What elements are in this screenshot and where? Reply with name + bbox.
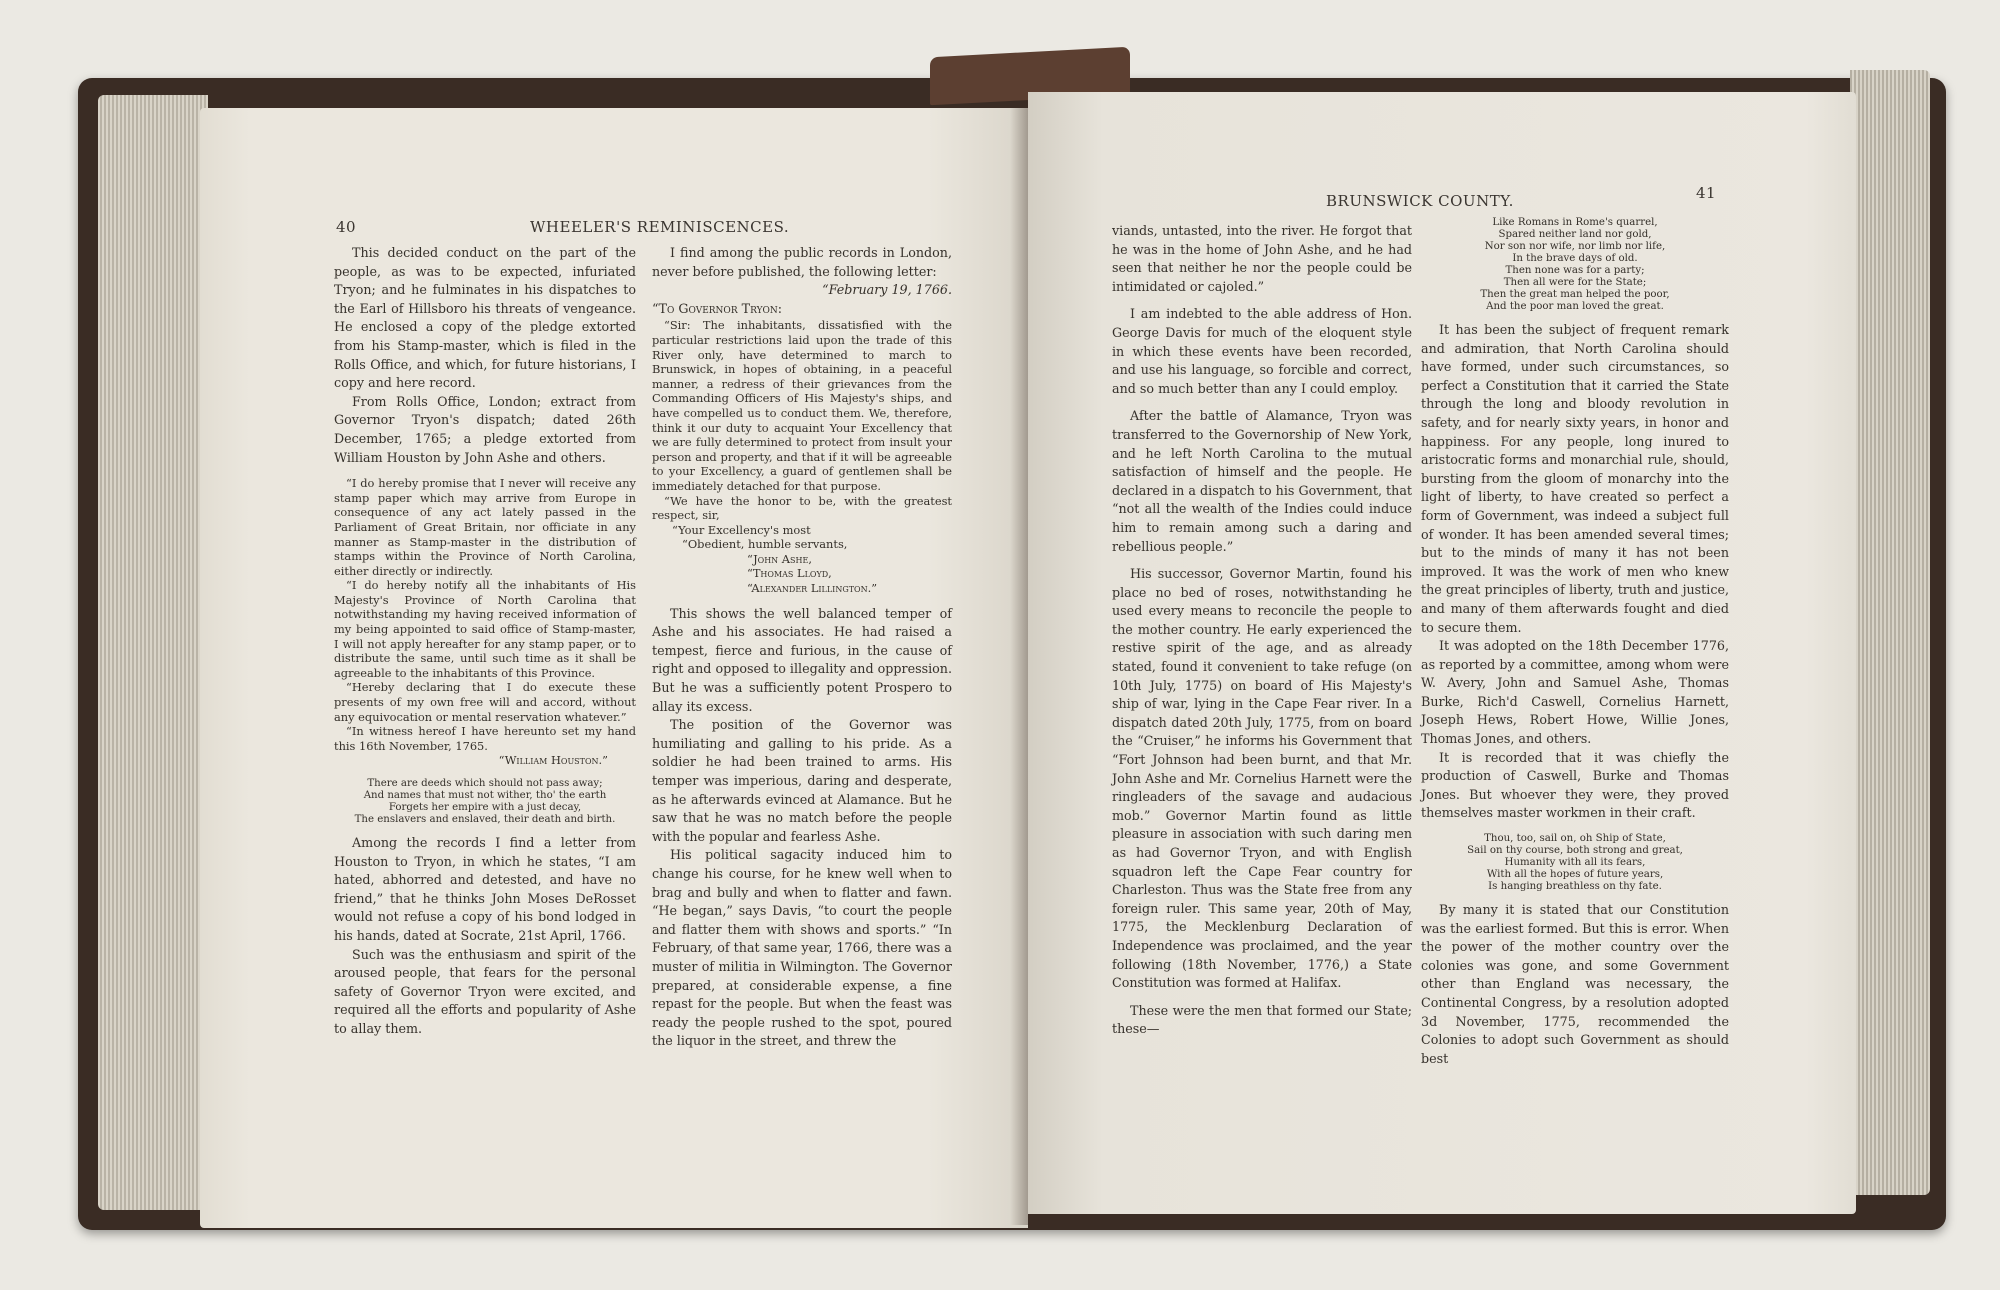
verse-line: Sail on thy course, both strong and great, <box>1467 845 1683 857</box>
paragraph: Such was the enthusiasm and spirit of the aroused people, that fears for the personal safety of Governor Tryon were excited, and required all the efforts and popularity of Ashe to allay them. <box>334 946 636 1036</box>
signature: “William Houston.” <box>498 753 608 768</box>
verse-line: With all the hopes of future years, <box>1486 869 1664 881</box>
pledge-paragraph: “I do hereby notify all the inhabitants of His Majesty's Province of North Carolina that notwithstanding my having received information of my being appointed to said office of Stamp-master, I will not apply hereafter for any stamp paper, or to distribute the same, until such time as it shall be agreeable to the inhabitants of this Province. <box>334 578 636 680</box>
paragraph: It was adopted on the 18th December 1776, as reported by a committee, among whom were W. Avery, John and Samuel Ashe, Thomas Burke, Rich'd Caswell, Cornelius Harnett, Joseph Hews, Robert Howe, Willie Jones, Thomas Jones, and others. <box>1421 638 1729 747</box>
verse-line: In the brave days of old. <box>1512 253 1638 264</box>
paragraph: Among the records I find a letter from Houston to Tryon, in which he states, “I am hated, abhorred and detested, and have no friend,” that he thinks John Moses DeRosset would not refuse a copy of his bond lodged in his hands, dated at Socrate, 21st April, 1766. <box>334 835 636 943</box>
verse-line: Then none was for a party; <box>1505 265 1645 276</box>
verse-line: Forgets her empire with a just decay, <box>388 802 582 813</box>
paragraph: I find among the public records in London, never before published, the following letter: <box>652 245 952 279</box>
paragraph: This decided conduct on the part of the people, as was to be expected, infuriated Tryon; and he fulminates in his dispatches to the Earl of Hillsboro his threats of vengeance. He enclosed a copy of the pledge extorted from his Stamp-master, which is filed in the Rolls Office, and which, for future historians, I copy and here record. <box>334 245 636 391</box>
letter-address: “To Governor Tryon: <box>652 300 783 316</box>
verse-line: There are deeds which should not pass away; <box>367 778 603 789</box>
right-page-column-1 <box>1112 222 1412 1039</box>
page-number: 41 <box>1696 184 1717 202</box>
paragraph: I am indebted to the able address of Hon. George Davis for much of the eloquent style in which these events have been recorded, and use his language, so forcible and correct, and so much better than any I could employ. <box>1112 306 1412 396</box>
letter-body: “Sir: The inhabitants, dissatisfied with the particular restrictions laid upon the trade of this River only, have determined to march to Brunswick, in hopes of obtaining, in a peaceful manner, a redress of their grievances from the Commanding Officers of His Majesty's ships, and have compelled us to conduct them. We, therefore, think it our duty to acquaint Your Excellency that we are fully determined to protect from insult your person and property, and that if it will be agreeable to your Excellency, a guard of gentlemen shall be immediately detached for that purpose. <box>652 318 952 493</box>
paragraph: His successor, Governor Martin, found his place no bed of roses, notwithstanding he used every means to reconcile the people to the mother country. He early experienced the restive spirit of the age, and as already stated, found it convenient to take refuge (on 10th July, 1775) on board of His Majesty's ship of war, lying in the Cape Fear river. In a dispatch dated 20th July, 1775, from on board the “Cruiser,” he informs his Government that “Fort Johnson had been burnt, and that Mr. John Ashe and Mr. Cornelius Harnett were the ringleaders of the savage and audacious mob.” Governor Martin found as little pleasure in association with such daring men as had Governor Tryon, and with English squadron left the Cape Fear country for Charleston. Thus was the State free from any foreign ruler. This same year, 20th of May, 1775, the Mecklenburg Declaration of Independence was proclaimed, and the year following (18th November, 1776,) a State Constitution was formed at Halifax. <box>1112 566 1412 991</box>
verse-line: And names that must not wither, tho' the earth <box>363 790 607 801</box>
signature: “Thomas Lloyd, <box>747 566 832 581</box>
paragraph: viands, untasted, into the river. He forgot that he was in the home of John Ashe, and he had seen that neither he nor the people could be intimidated or cajoled.” <box>1112 223 1412 294</box>
paragraph: His political sagacity induced him to change his course, for he knew well when to brag and bully and when to flatter and fawn. “He began,” says Davis, “to court the people and flatter them with shows and sports.” “In February, of that same year, 1766, there was a muster of militia in Wilmington. The Governor prepared, at considerable expense, a fine repast for the people. But when the feast was ready the people rushed to the spot, poured the liquor in the street, and threw the <box>652 847 952 1049</box>
verse-line: Like Romans in Rome's quarrel, <box>1492 217 1658 228</box>
paragraph: It is recorded that it was chiefly the production of Caswell, Burke and Thomas Jones. But whoever they were, they proved themselves master workmen in their craft. <box>1421 749 1729 821</box>
paragraph: It has been the subject of frequent remark and admiration, that North Carolina should have formed, under such circumstances, so perfect a Constitution that it carried the State through the long and bloody revolution in safety, and for nearly sixty years, in honor and happiness. For any people, long inured to aristocratic forms and monarchial rule, should, bursting from the gloom of monarchy into the light of liberty, to have created so perfect a form of Government, was indeed a subject full of wonder. It has been amended several times; but to the minds of many it has not been improved. It was the work of men who knew the great principles of liberty, truth and justice, and many of them afterwards fought and died to secure them. <box>1421 322 1729 635</box>
right-page-column-2 <box>1421 217 1729 1068</box>
paragraph: From Rolls Office, London; extract from Governor Tryon's dispatch; dated 26th December, 1765; a pledge extorted from William Houston by John Ashe and others. <box>334 393 636 465</box>
letter-closing: “We have the honor to be, with the greatest respect, sir, <box>652 493 952 523</box>
letter-closing: “Your Excellency's most <box>672 522 811 537</box>
verse-line: Nor son nor wife, nor limb nor life, <box>1484 241 1666 252</box>
left-page <box>200 108 1028 1228</box>
verse-line: Thou, too, sail on, oh Ship of State, <box>1484 833 1666 845</box>
verse-line: Is hanging breathless on thy fate. <box>1488 881 1662 893</box>
verse-line: Spared neither land nor gold, <box>1498 229 1652 240</box>
verse-line: The enslavers and enslaved, their death and birth. <box>354 814 616 825</box>
left-page-column-1 <box>334 244 636 1039</box>
paragraph: These were the men that formed our State; these— <box>1112 1002 1412 1037</box>
verse <box>1421 217 1729 313</box>
verse <box>334 778 636 826</box>
left-page-edges <box>98 95 208 1210</box>
running-head: BRUNSWICK COUNTY. <box>1326 192 1514 210</box>
letter-closing: “Obedient, humble servants, <box>682 537 848 552</box>
paragraph: After the battle of Alamance, Tryon was transferred to the Governorship of New York, and he left North Carolina to the mutual satisfaction of himself and the people. He declared in a dispatch to his Government, that “not all the wealth of the Indies could induce him to remain among such a daring and rebellious people.” <box>1112 408 1412 554</box>
paragraph: By many it is stated that our Constitution was the earliest formed. But this is error. When the power of the mother country over the colonies was gone, and some Government other than England was necessary, the Continental Congress, by a resolution adopted 3d November, 1775, recommended the Colonies to adopt such Government as should best <box>1421 902 1729 1066</box>
verse-line: Then the great man helped the poor, <box>1480 289 1670 300</box>
verse-line: Humanity with all its fears, <box>1504 857 1646 869</box>
verse-line: And the poor man loved the great. <box>1486 301 1664 312</box>
paragraph: The position of the Governor was humiliating and galling to his pride. As a soldier he had been trained to arms. His temper was imperious, daring and desperate, as he afterwards evinced at Alamance. But he saw that he was no match before the people with the popular and fearless Ashe. <box>652 717 952 844</box>
verse-line: Then all were for the State; <box>1503 277 1647 288</box>
pledge-paragraph: “Hereby declaring that I do execute these presents of my own free will and accord, without any equivocation or mental reservation whatever.” <box>334 680 636 724</box>
page-number: 40 <box>336 218 357 236</box>
signature: “John Ashe, <box>747 551 812 566</box>
right-page-edges <box>1850 70 1930 1195</box>
right-page <box>1028 92 1856 1214</box>
paragraph: This shows the well balanced temper of Ashe and his associates. He had raised a tempest, fierce and furious, in the cause of right and opposed to illegality and oppression. But he was a sufficiently potent Prospero to allay its excess. <box>652 605 952 714</box>
signature: “Alexander Lillington.” <box>747 581 878 596</box>
verse <box>1421 833 1729 893</box>
running-head: WHEELER'S REMINISCENCES. <box>530 218 790 236</box>
left-page-column-2 <box>652 244 952 1051</box>
pledge-paragraph: “I do hereby promise that I never will receive any stamp paper which may arrive from Europe in consequence of any act lately passed in the Parliament of Great Britain, nor officiate in any manner as Stamp-master in the distribution of stamps within the Province of North Carolina, either directly or indirectly. <box>334 476 636 578</box>
letter-date: “February 19, 1766. <box>822 282 952 298</box>
pledge-paragraph: “In witness hereof I have hereunto set my hand this 16th November, 1765. <box>334 724 636 753</box>
